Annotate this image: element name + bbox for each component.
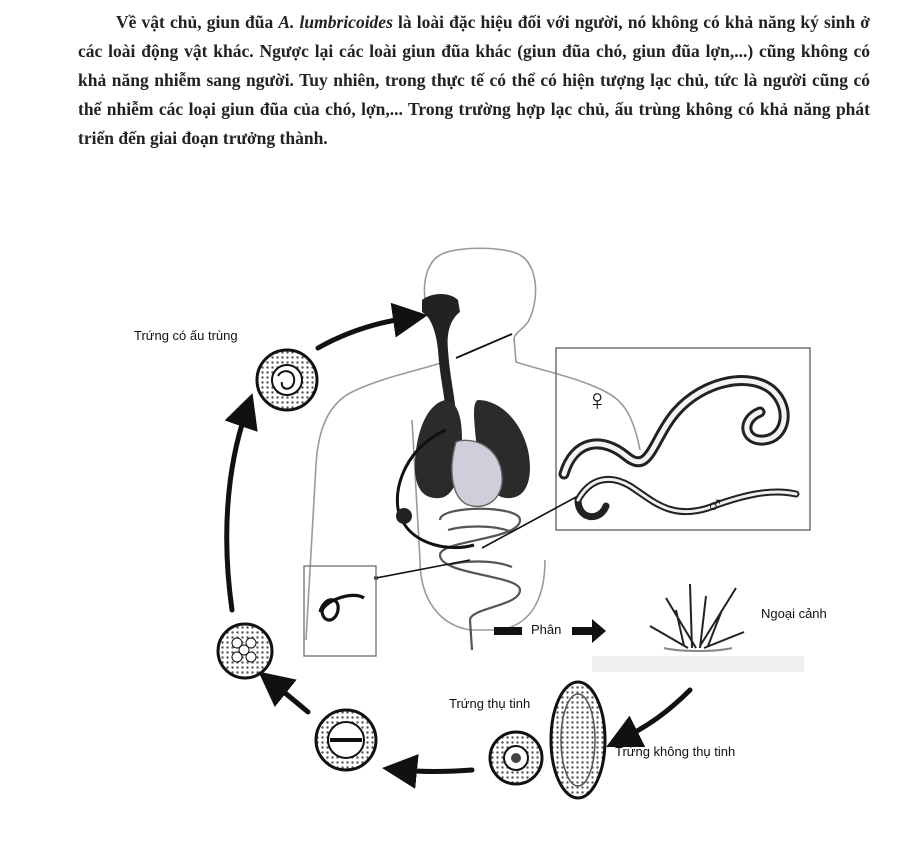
pointer-line-worms	[482, 496, 578, 548]
label-fertilized-egg: Trứng thụ tinh	[449, 696, 531, 711]
pointer-line-esophagus	[456, 334, 512, 358]
unfertilized-egg-icon	[551, 682, 605, 798]
paragraph-part2: là loài đặc hiệu đối với người, nó không có khả năng ký sinh ở các loài động vật khác. Ngược lại các loài giun đũa khác (giun đũa chó, giun đũa lợn,...) cũng không có khả năng nhiễm sang người. Tuy nhiên, trong thực tế có thể có hiện tượng lạc chủ, tức là người cũng có thể nhiễm các loại giun đũa của chó, lợn,... Trong trường hợp lạc chủ, ấu trùng không có khả năng phát triển đến giai đoạn trưởng thành.	[78, 12, 870, 148]
arrow-egg-to-egg	[274, 684, 308, 712]
arrow-bottom	[402, 770, 472, 772]
arrow-environment-to-egg	[624, 690, 690, 738]
arrow-up-left	[227, 412, 246, 610]
paragraph-part1: Về vật chủ, giun đũa	[116, 12, 279, 32]
embryonated-egg-icon	[257, 350, 317, 410]
male-symbol: ♂	[706, 492, 724, 519]
larva-inset-box	[304, 566, 376, 656]
feces-arrow	[572, 619, 606, 643]
developing-egg-icon	[218, 624, 272, 678]
ground-smudge	[592, 656, 804, 672]
liver-node	[396, 508, 412, 524]
two-cell-egg-icon	[316, 710, 376, 770]
label-feces: Phân	[531, 622, 562, 637]
feces-dash	[494, 627, 522, 635]
label-environment: Ngoại cảnh	[761, 606, 827, 621]
larva-shape	[320, 595, 364, 620]
label-embryonated-egg: Trứng có ấu trùng	[134, 328, 238, 343]
arrow-egg-to-mouth	[318, 318, 408, 348]
species-name: A. lumbricoides	[278, 12, 393, 32]
female-symbol: ♀	[586, 384, 609, 417]
esophagus-shape	[422, 294, 460, 420]
environment-plant-icon	[650, 584, 744, 651]
fertilized-egg-icon	[490, 732, 542, 784]
label-unfertilized-egg: Trứng không thụ tinh	[615, 744, 736, 759]
